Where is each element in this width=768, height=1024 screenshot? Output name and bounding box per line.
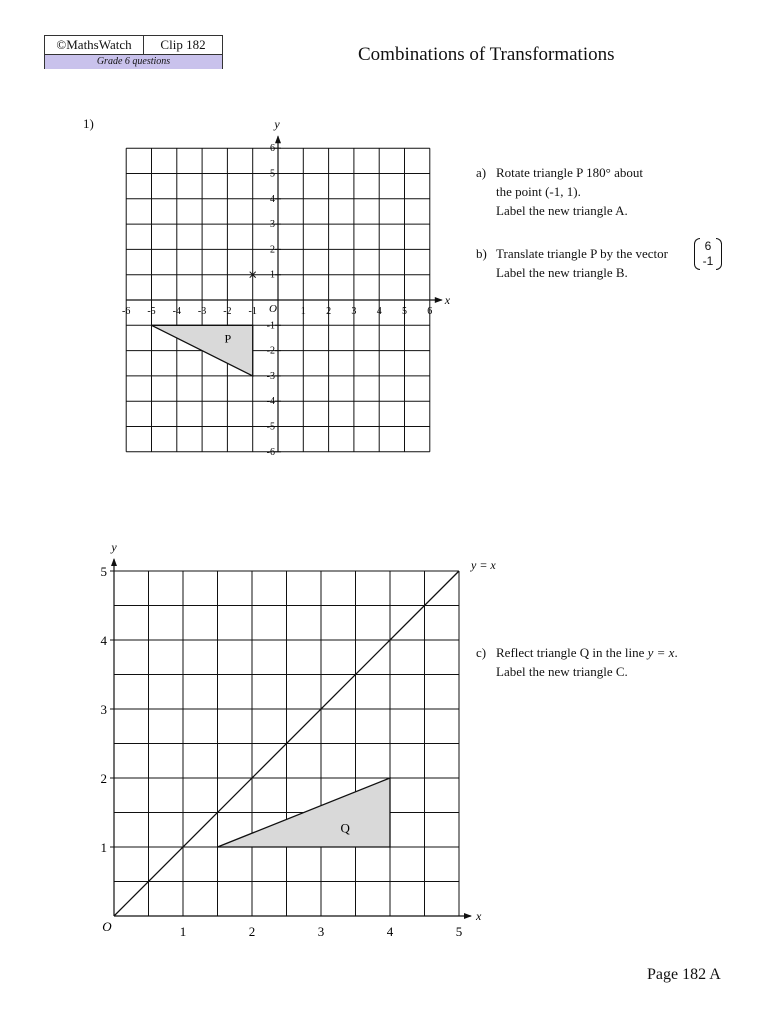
grade-label: Grade 6 questions: [45, 55, 222, 69]
grid-1-x-tick-label: -6: [122, 306, 131, 317]
grid-1-x-tick-label: 5: [402, 306, 407, 317]
grid-2-y-label: y: [111, 540, 117, 554]
instruction-a-label: a): [476, 165, 487, 180]
grid-1-x-label: x: [444, 293, 451, 307]
instruction-c-text: Reflect triangle Q in the line: [496, 645, 648, 660]
grid-2-x-tick-label: 2: [248, 924, 256, 939]
instruction-a-line-1: Rotate triangle P 180° about: [496, 165, 643, 180]
grid-2-x-label: x: [476, 909, 482, 923]
clip-label: Clip 182: [160, 37, 206, 52]
grid-1-y-tick-label: 6: [270, 143, 275, 155]
grid-1-y-tick-label: 1: [270, 269, 275, 281]
instruction-c-line-2: Label the new triangle C.: [496, 664, 628, 679]
grid-1-y-tick-label: -4: [266, 396, 275, 408]
grid-1-y-tick-label: -5: [266, 421, 275, 433]
grid-2-y-arrow: [111, 558, 117, 566]
grid-2-y-tick-label: 5: [100, 564, 107, 579]
grid-1-y-label: y: [274, 117, 280, 132]
vector-bottom-value: -1: [702, 254, 714, 268]
grid-1-x-tick-label: -3: [197, 306, 207, 317]
page-number: Page 182 A: [647, 966, 721, 983]
triangle-p-label: P: [224, 331, 232, 346]
triangle-q-label: Q: [340, 820, 350, 836]
grid-1-x-tick-label: -5: [147, 306, 156, 317]
vector-top-value: 6: [704, 239, 712, 253]
instruction-c-equation: y = x: [647, 645, 675, 660]
grid-1-y-tick-label: -6: [266, 446, 275, 458]
grid-1-y-tick-label: 3: [270, 219, 275, 231]
grid-1-y-tick-label: 5: [270, 168, 275, 180]
grid-2-x-tick-label: 1: [179, 924, 187, 939]
grid-2-y-tick-label: 1: [100, 840, 107, 855]
brand-label: ©MathsWatch: [45, 36, 144, 54]
line-y-equals-x-label: y = x: [471, 558, 496, 572]
grid-1-y-tick-label: -2: [266, 345, 275, 357]
instruction-b-line-2: Label the new triangle B.: [496, 265, 628, 280]
instruction-a-line-3: Label the new triangle A.: [496, 203, 628, 218]
instruction-a-line-2: the point (-1, 1).: [496, 184, 581, 199]
grid-1-x-tick-label: -1: [248, 306, 257, 317]
instruction-b-label: b): [476, 246, 487, 261]
grid-1-x-tick-label: 2: [326, 306, 332, 317]
question-number: 1): [83, 116, 94, 131]
grid-2-x-tick-label: 4: [386, 924, 394, 939]
grid-1-y-tick-label: -3: [266, 370, 275, 382]
grid-1-y-tick-label: -1: [266, 320, 275, 332]
instruction-c-period: .: [674, 645, 678, 660]
grid-1-x-tick-label: 4: [376, 306, 382, 317]
page-title: Combinations of Transformations: [358, 44, 615, 65]
grid-1-y-tick-label: 4: [270, 193, 275, 205]
grid-2-y-tick-label: 2: [100, 771, 107, 786]
grid-1-x-tick-label: 1: [300, 306, 306, 317]
instruction-c-label: c): [476, 645, 487, 660]
grid-1-origin-label: O: [269, 303, 277, 315]
grid-2-y-tick-label: 4: [100, 633, 107, 648]
grid-2-y-tick-label: 3: [100, 702, 107, 717]
grid-2-x-tick-label: 3: [317, 924, 325, 939]
grid-1-y-tick-label: 2: [270, 244, 275, 256]
grid-1-x-tick-label: 3: [351, 306, 357, 317]
grid-2-origin-label: O: [102, 919, 112, 934]
instruction-b-line-1: Translate triangle P by the vector: [496, 246, 668, 261]
grid-2-x-arrow: [464, 913, 472, 919]
grid-1-x-tick-label: -4: [172, 306, 181, 317]
grid-1-x-tick-label: 6: [427, 306, 433, 317]
grid-1-x-tick-label: -2: [223, 306, 232, 317]
grid-2-x-tick-label: 5: [455, 924, 463, 939]
